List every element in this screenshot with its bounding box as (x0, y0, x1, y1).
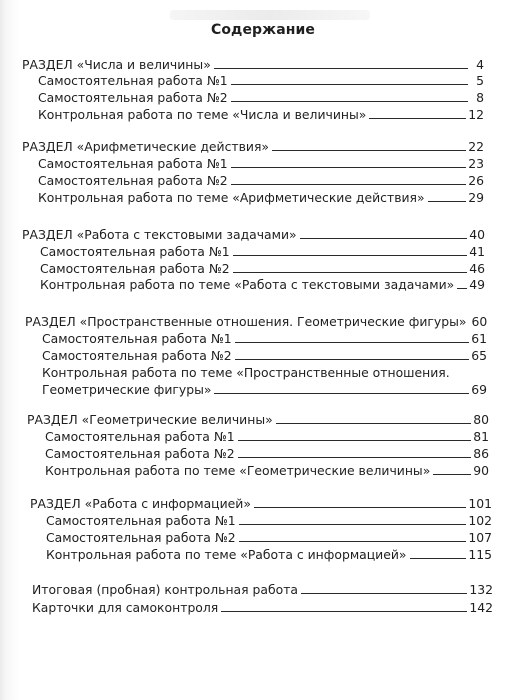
dot-leader (238, 440, 472, 441)
toc-entry[interactable] (38, 107, 484, 122)
toc-page-number: 101 (468, 496, 492, 511)
dot-leader (301, 593, 467, 594)
toc-page-number: 12 (468, 107, 484, 122)
toc-page-number: 102 (468, 513, 492, 528)
toc-entry[interactable] (38, 73, 484, 88)
dot-leader (235, 342, 470, 343)
toc-page-number: 40 (469, 227, 485, 242)
toc-entry-label: Самостоятельная работа №2 (42, 348, 232, 363)
dot-leader (410, 558, 467, 559)
toc-entry-label: Карточки для самоконтроля (32, 600, 219, 615)
dot-leader (272, 150, 466, 151)
toc-section-heading[interactable] (25, 314, 487, 329)
dot-leader (233, 272, 468, 273)
toc-entry-label: Самостоятельная работа №1 (38, 73, 228, 88)
toc-page-number: 80 (473, 412, 489, 427)
dot-leader (276, 423, 472, 424)
dot-leader (239, 524, 467, 525)
toc-page-number: 46 (469, 261, 485, 276)
toc-page-number: 49 (469, 277, 485, 292)
toc-page-number: 5 (476, 73, 484, 88)
toc-entry[interactable] (45, 446, 489, 461)
toc-entry-label: РАЗДЕЛ «Арифметические действия» (22, 139, 269, 154)
toc-section-heading[interactable] (27, 412, 489, 427)
dot-leader (457, 288, 467, 289)
dot-leader (231, 84, 468, 85)
toc-page-number: 60 (471, 314, 488, 329)
dot-leader (238, 457, 472, 458)
dot-leader (221, 611, 467, 612)
dot-leader (254, 507, 466, 508)
toc-entry-final-test[interactable] (32, 582, 493, 597)
toc-entry-label: Контрольная работа по теме «Числа и величины» (38, 107, 367, 122)
dot-leader (231, 167, 467, 168)
toc-page-number: 41 (469, 244, 485, 259)
toc-entry[interactable] (38, 90, 484, 105)
toc-page-number: 69 (471, 382, 487, 397)
toc-section-heading[interactable] (22, 227, 485, 242)
toc-entry-label-continued: Геометрические фигуры» (42, 382, 212, 397)
toc-page-number: 22 (468, 139, 484, 154)
toc-entry-label: Самостоятельная работа №1 (46, 513, 236, 528)
toc-page-number: 65 (471, 348, 487, 363)
toc-entry-label: Самостоятельная работа №1 (38, 156, 228, 171)
dot-leader (235, 359, 470, 360)
toc-entry-label: РАЗДЕЛ «Числа и величины» (22, 57, 211, 72)
toc-entry[interactable] (42, 348, 487, 363)
toc-entry[interactable] (46, 513, 492, 528)
toc-entry-label: Самостоятельная работа №2 (40, 261, 230, 276)
toc-page-number: 107 (468, 530, 492, 545)
toc-entry-label: Самостоятельная работа №1 (45, 429, 235, 444)
toc-entry-label: Самостоятельная работа №2 (38, 173, 228, 188)
toc-entry-label: Контрольная работа по теме «Работа с текстовыми задачами» (40, 277, 455, 292)
toc-entry-label: Итоговая (пробная) контрольная работа (32, 582, 299, 597)
toc-entry[interactable] (38, 156, 484, 171)
dot-leader (231, 184, 467, 185)
toc-entry-label: Самостоятельная работа №1 (42, 331, 232, 346)
toc-entry[interactable] (46, 530, 492, 545)
toc-entry-label: Самостоятельная работа №2 (46, 530, 236, 545)
toc-page-number: 61 (471, 331, 487, 346)
toc-page-number: 29 (468, 190, 484, 205)
toc-page-number: 81 (473, 429, 489, 444)
toc-section-heading[interactable] (22, 57, 484, 72)
toc-page-number: 132 (469, 582, 493, 597)
toc-entry-label: РАЗДЕЛ «Работа с текстовыми задачами» (22, 227, 297, 242)
toc-entry-label: Контрольная работа по теме «Геометрические величины» (45, 463, 431, 478)
toc-entry[interactable] (45, 429, 489, 444)
toc-entry[interactable] (38, 190, 484, 205)
dot-leader (214, 393, 469, 394)
toc-entry-label: РАЗДЕЛ «Работа с информацией» (30, 496, 251, 511)
toc-entry[interactable] (42, 382, 487, 397)
toc-entry[interactable] (40, 277, 485, 292)
dot-leader (214, 68, 468, 69)
toc-page-number: 8 (476, 90, 484, 105)
toc-page-number: 4 (476, 57, 484, 72)
toc-entry-label: Самостоятельная работа №1 (40, 244, 230, 259)
toc-entry[interactable] (40, 244, 485, 259)
toc-entry[interactable] (42, 331, 487, 346)
toc-entry[interactable] (38, 173, 484, 188)
dot-leader (369, 118, 466, 119)
toc-entry-label: Самостоятельная работа №2 (38, 90, 228, 105)
toc-page-number: 86 (473, 446, 489, 461)
toc-section-heading[interactable] (22, 139, 484, 154)
page-title: Содержание (210, 22, 316, 38)
toc-section-heading[interactable] (30, 496, 492, 511)
toc-entry-label: Контрольная работа по теме «Работа с информацией» (46, 547, 407, 562)
toc-entry-label: Самостоятельная работа №2 (45, 446, 235, 461)
toc-entry-label: РАЗДЕЛ «Пространственные отношения. Геометрические фигуры» (25, 314, 467, 329)
toc-page-number: 90 (473, 463, 489, 478)
dot-leader (428, 201, 467, 202)
dot-leader (433, 474, 471, 475)
toc-entry-label: РАЗДЕЛ «Геометрические величины» (27, 412, 273, 427)
toc-page-number: 142 (469, 600, 493, 615)
toc-entry-label: Контрольная работа по теме «Арифметические действия» (38, 190, 425, 205)
dot-leader (231, 101, 468, 102)
toc-entry[interactable] (45, 463, 489, 478)
toc-entry-label: Контрольная работа по теме «Пространственные отношения. (42, 365, 450, 380)
dot-leader (300, 238, 468, 239)
toc-entry[interactable] (46, 547, 492, 562)
toc-page-number: 115 (468, 547, 492, 562)
dot-leader (239, 541, 467, 542)
toc-page-number: 23 (468, 156, 484, 171)
dot-leader (233, 255, 468, 256)
toc-page-number: 26 (468, 173, 484, 188)
toc-entry-self-check-cards[interactable] (32, 600, 493, 615)
toc-entry-line1[interactable] (42, 365, 487, 380)
toc-entry[interactable] (40, 261, 485, 276)
